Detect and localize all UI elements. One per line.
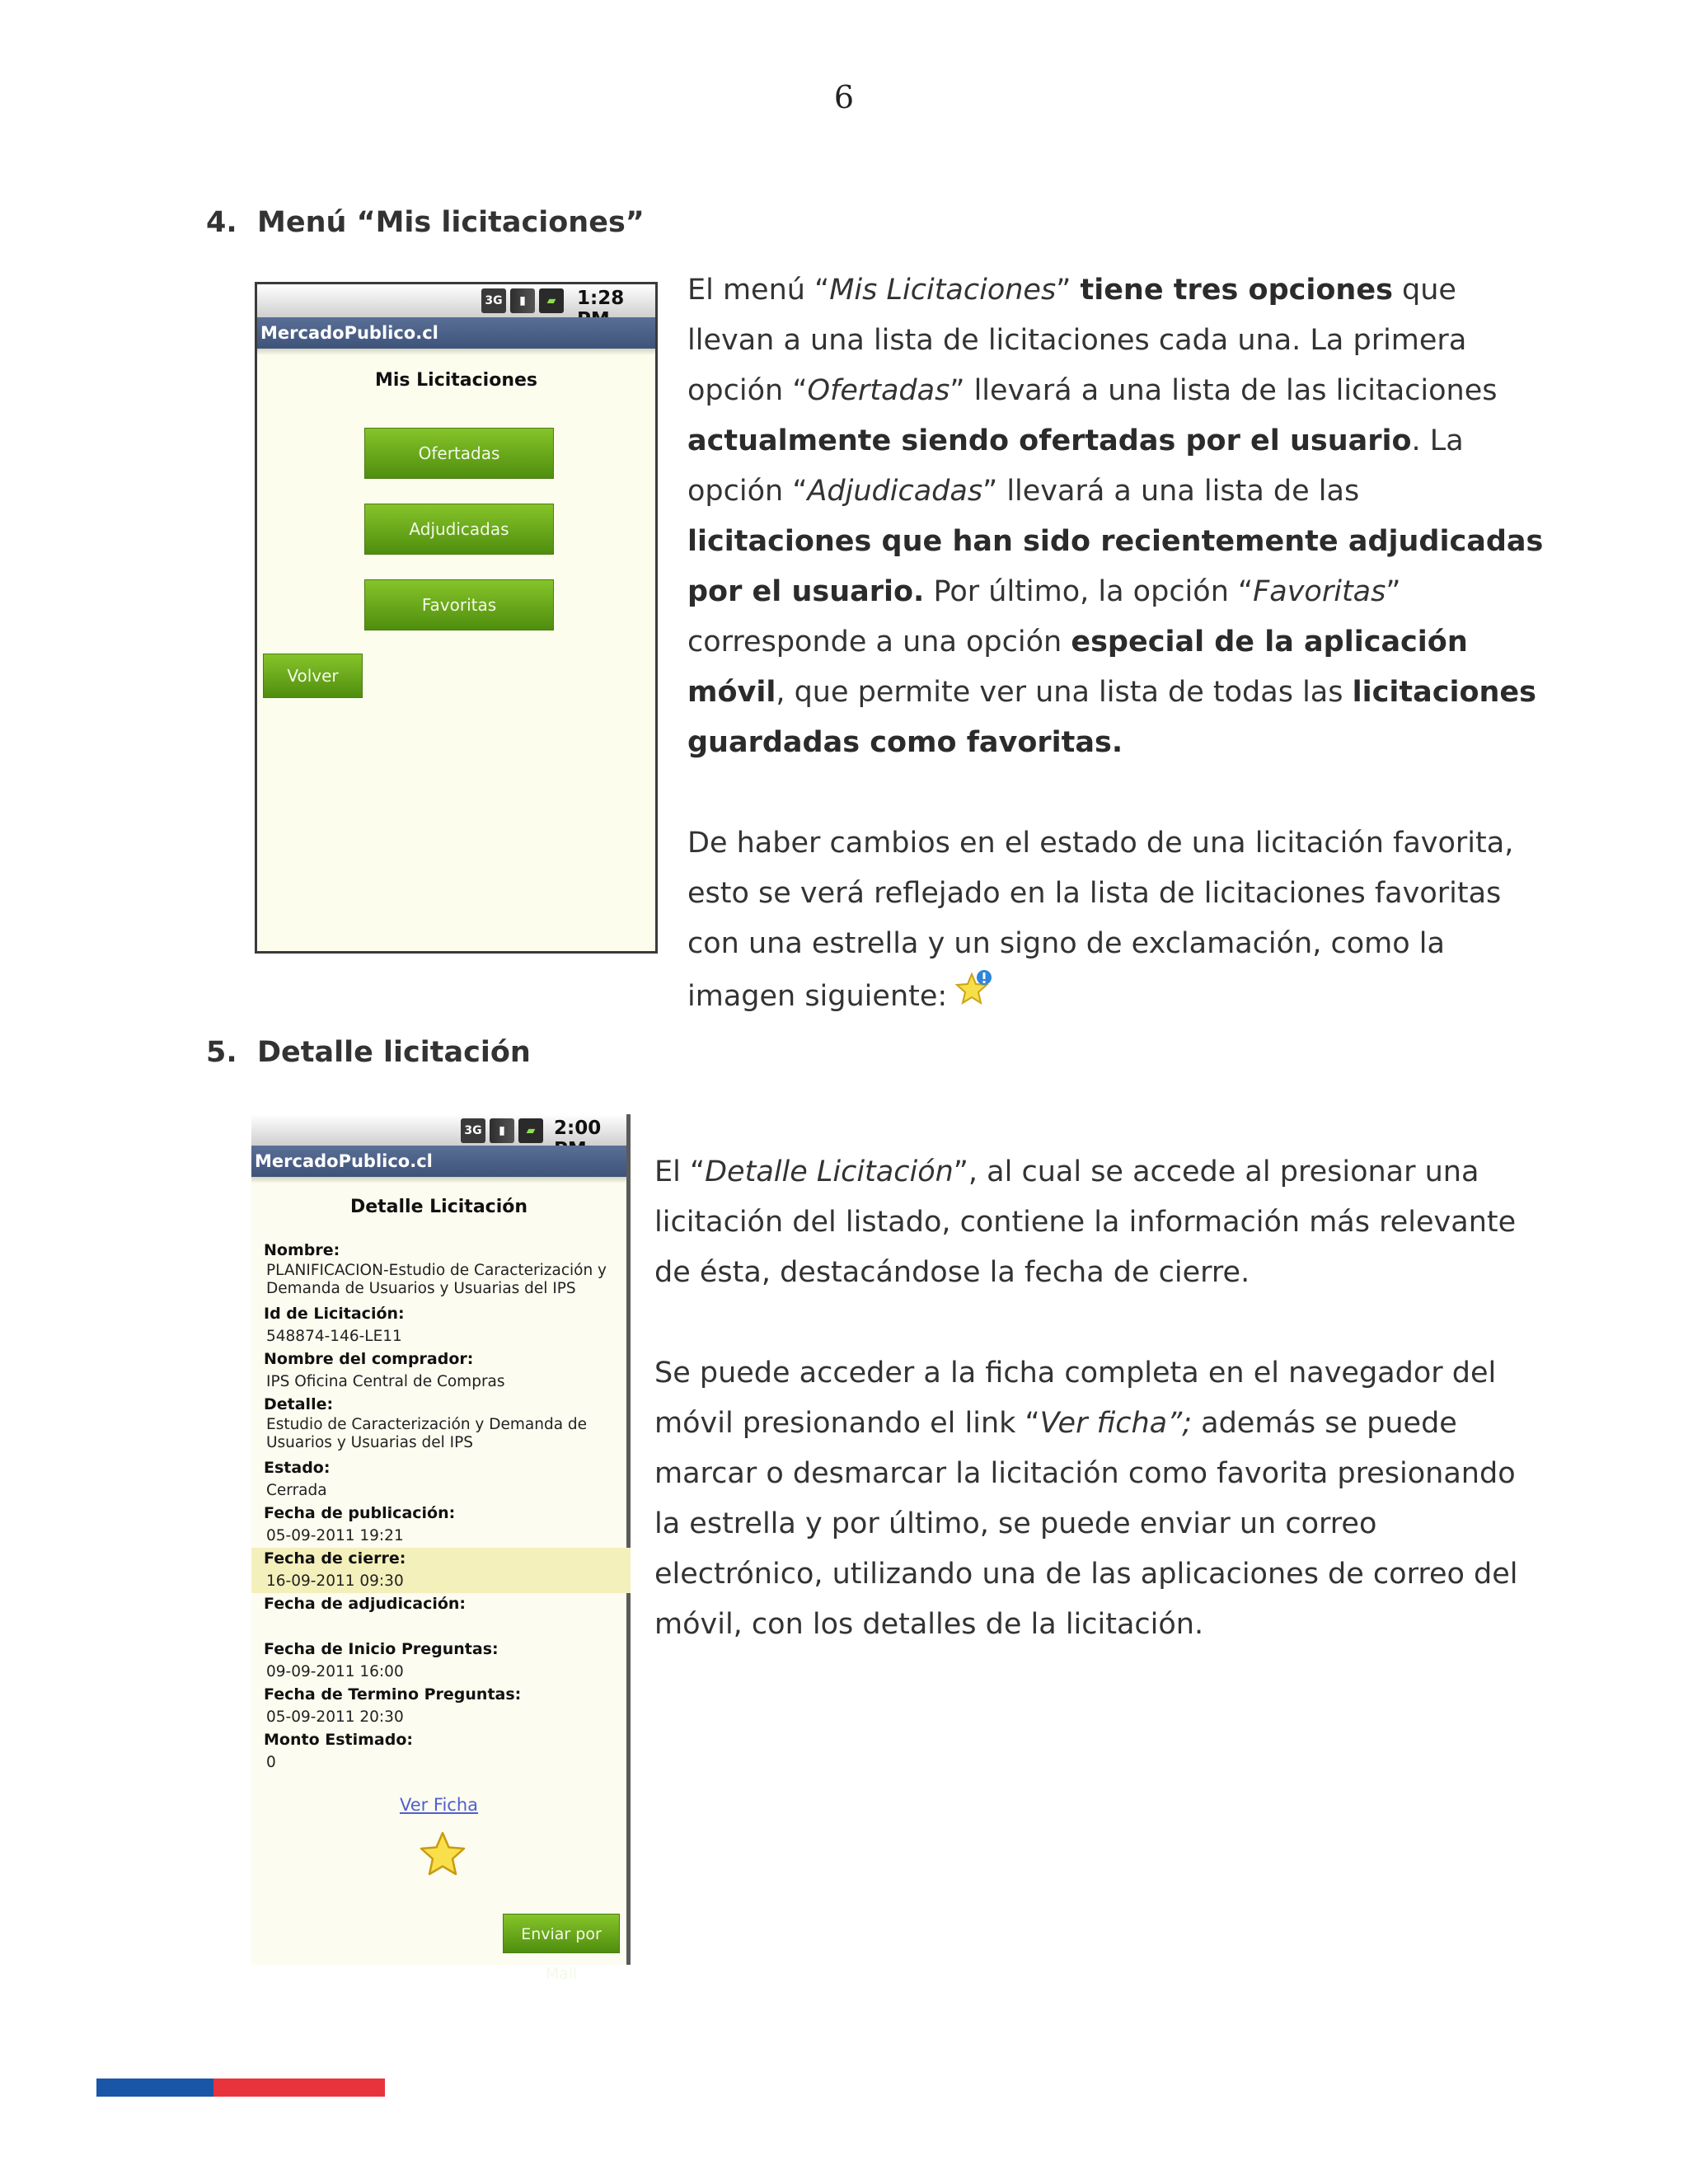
section-5-paragraph-2 — [654, 1348, 1545, 1650]
section-5-paragraph-1 — [654, 1147, 1545, 1298]
text-run: ” llevará a una lista de las — [982, 475, 1360, 508]
text-run: Se puede acceder a la ficha completa en el navegador del móvil presionando el link “ — [654, 1357, 1497, 1440]
status-time: 1:28 — [577, 288, 625, 309]
field-value: 0 — [266, 1754, 276, 1771]
mis-licitaciones-screenshot — [255, 282, 658, 954]
field-value: 548874-146-LE11 — [266, 1328, 402, 1345]
text-run: ” llevará a una lista de las licitaciones — [950, 374, 1498, 407]
field-comprador — [264, 1348, 618, 1394]
adjudicadas-button[interactable]: Adjudicadas — [364, 504, 554, 555]
enviar-por-mail-button[interactable]: Enviar por Mail — [503, 1914, 620, 1953]
text-run: . La opción “ — [687, 424, 1464, 508]
signal-icon: ▮ — [510, 288, 535, 313]
status-bar — [251, 1114, 626, 1146]
text-run: actualmente siendo ofertadas por el usuario — [687, 424, 1412, 457]
network-3g-icon: 3G — [481, 288, 506, 313]
text-run: que llevan a una lista de licitaciones cada una. La primera opción “ — [687, 274, 1467, 407]
text-run: tiene tres opciones — [1080, 274, 1393, 307]
field-label: Fecha de adjudicación: — [264, 1595, 467, 1613]
text-run: especial de la aplicación móvil — [687, 626, 1468, 709]
section-5-title: Detalle licitación — [257, 1036, 531, 1069]
field-label: Fecha de cierre: — [264, 1549, 406, 1568]
field-value: 05-09-2011 20:30 — [266, 1708, 404, 1726]
status-time: 2:00 — [554, 1118, 602, 1139]
network-3g-icon: 3G — [461, 1118, 485, 1143]
section-5-heading — [206, 1036, 531, 1069]
text-run: Adjudicadas — [807, 475, 983, 508]
text-run: Ver ficha”; — [1039, 1407, 1193, 1440]
detalle-licitacion-screenshot — [251, 1114, 631, 1983]
field-label: Id de Licitación: — [264, 1305, 405, 1323]
field-nombre — [264, 1240, 618, 1303]
text-run: licitaciones que han sido recientemente adjudicadas por el usuario. — [687, 525, 1544, 608]
field-label: Monto Estimado: — [264, 1731, 413, 1749]
field-value — [264, 1615, 618, 1638]
field-fecha-publicacion — [264, 1502, 618, 1548]
battery-icon: ▰ — [518, 1118, 543, 1143]
screen-title: Mis Licitaciones — [374, 370, 538, 391]
field-fecha-cierre — [251, 1548, 631, 1593]
text-run: licitaciones guardadas como favoritas. — [687, 676, 1536, 759]
favoritas-button[interactable]: Favoritas — [364, 579, 554, 630]
field-label: Fecha de Termino Preguntas: — [264, 1685, 522, 1704]
field-label: Nombre: — [264, 1241, 340, 1259]
text-run: , que permite ver una lista de todas las — [776, 676, 1353, 709]
field-id-licitacion — [264, 1303, 618, 1348]
detail-fields — [264, 1240, 618, 1774]
field-fecha-termino-preguntas — [264, 1684, 618, 1729]
section-4-paragraph-2 — [687, 818, 1545, 1022]
section-4-paragraph-2-text: De haber cambios en el estado de una licitación favorita, esto se verá reflejado en la lista de licitaciones favoritas con una estrella y un signo de exclamación, como la imagen siguiente: — [687, 827, 1514, 1013]
ofertadas-button[interactable]: Ofertadas — [364, 428, 554, 479]
section-4-text — [687, 265, 1545, 1022]
favorite-alert-star-icon — [954, 969, 993, 1009]
field-value: 09-09-2011 16:00 — [266, 1663, 404, 1680]
text-run: además se puede marcar o desmarcar la licitación como favorita presionando la estrella y por último, se puede enviar un correo electrónico, utilizando una de las aplicaciones de correo del móvil, con los detalles de la licitación. — [654, 1407, 1518, 1641]
text-run: Detalle Licitación — [705, 1155, 954, 1188]
text-run: ” corresponde a una opción — [687, 575, 1401, 658]
field-fecha-inicio-preguntas — [264, 1638, 618, 1684]
app-title-bar: MercadoPublico.cl — [257, 317, 655, 349]
section-4-number: 4. — [206, 206, 237, 239]
footer-flag-blue — [96, 2079, 213, 2097]
text-run: Favoritas — [1253, 575, 1386, 608]
field-label: Nombre del comprador: — [264, 1350, 474, 1368]
signal-icon: ▮ — [490, 1118, 514, 1143]
field-label: Detalle: — [264, 1395, 334, 1413]
section-5-text — [654, 1147, 1545, 1650]
page-number: 6 — [833, 79, 855, 115]
battery-icon: ▰ — [539, 288, 564, 313]
field-label: Fecha de publicación: — [264, 1504, 456, 1522]
text-run: Mis Licitaciones — [829, 274, 1057, 307]
field-value: Estudio de Caracterización y Demanda de Usuarios y Usuarias del IPS — [266, 1416, 588, 1451]
text-run: El menú “ — [687, 274, 830, 307]
field-monto-estimado — [264, 1729, 618, 1774]
section-4-heading — [206, 206, 645, 239]
text-run: Ofertadas — [807, 374, 950, 407]
status-bar — [257, 284, 655, 318]
volver-button[interactable]: Volver — [263, 654, 363, 698]
field-detalle — [264, 1394, 618, 1457]
field-label: Fecha de Inicio Preguntas: — [264, 1640, 499, 1658]
field-value: IPS Oficina Central de Compras — [266, 1373, 505, 1390]
field-value: 16-09-2011 09:30 — [266, 1572, 404, 1590]
field-value: Cerrada — [266, 1482, 327, 1499]
ver-ficha-link[interactable]: Ver Ficha — [399, 1795, 479, 1815]
text-run: ”, al cual se accede al presionar una licitación del listado, contiene la información más relevante de ésta, destacándose la fecha de cierre. — [654, 1155, 1517, 1289]
section-4-paragraph-1 — [687, 265, 1545, 768]
footer-flag-red — [213, 2079, 385, 2097]
field-label: Estado: — [264, 1459, 331, 1477]
field-value: 05-09-2011 19:21 — [266, 1527, 404, 1544]
favorite-star-icon[interactable] — [417, 1830, 468, 1881]
text-run: Por último, la opción “ — [924, 575, 1254, 608]
field-fecha-adjudicacion — [264, 1593, 618, 1638]
section-5-number: 5. — [206, 1036, 237, 1069]
app-title-bar: MercadoPublico.cl — [251, 1146, 626, 1177]
field-value: PLANIFICACION-Estudio de Caracterización y Demanda de Usuarios y Usuarias del IPS — [266, 1262, 607, 1297]
section-4-title: Menú “Mis licitaciones” — [257, 206, 645, 239]
text-run: El “ — [654, 1155, 706, 1188]
screen-title: Detalle Licitación — [349, 1197, 528, 1217]
text-run: ” — [1056, 274, 1081, 307]
field-estado — [264, 1457, 618, 1502]
